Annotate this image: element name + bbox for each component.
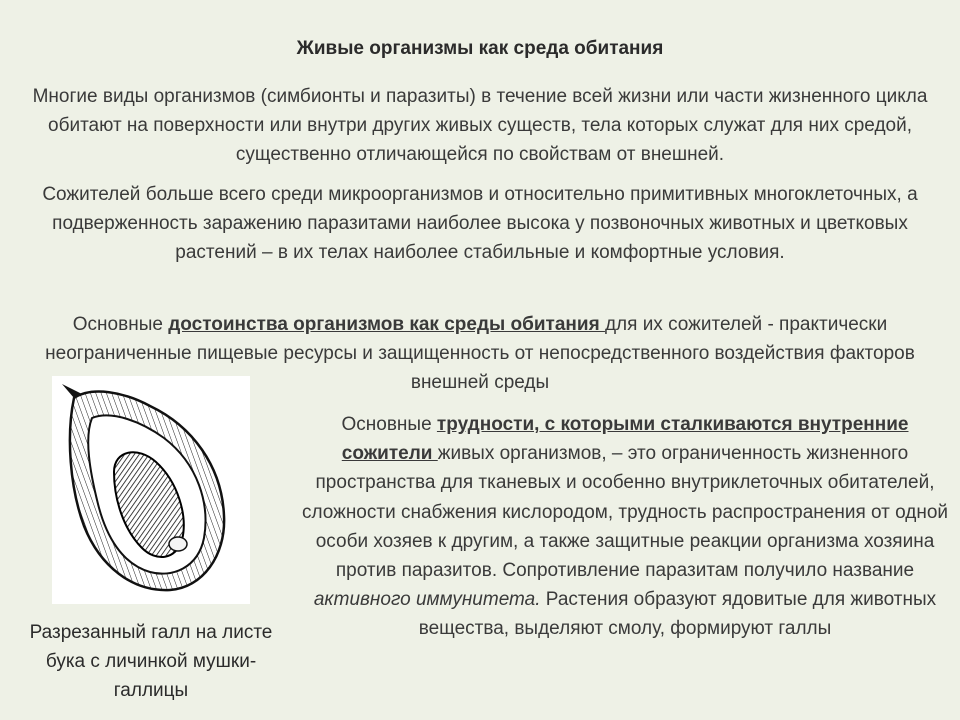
advantages-key-phrase: достоинства организмов как среды обитания: [168, 314, 605, 335]
difficulties-prefix: Основные: [341, 414, 437, 435]
difficulties-key-phrase: трудности, с которыми сталкиваются внутренние сожители: [341, 414, 909, 465]
paragraph-cohabitants: Сожителей больше всего среди микроорганизмов и относительно примитивных многоклеточных, а подверженность заражению паразитами наиболее высока у позвоночных животных и цветковых растений – в их телах наиболее стабильные и комфортные условия.: [42, 184, 918, 263]
difficulties-suffix: Растения образуют ядовитые для животных вещества, выделяют смолу, формируют галлы: [418, 589, 937, 640]
active-immunity-term: активного иммунитета.: [313, 589, 541, 611]
advantages-prefix: Основные: [72, 314, 169, 335]
advantages-text: для их сожителей - практически неограниченные пищевые ресурсы и защищенность от непосредственного воздействия факторов внешней среды: [45, 314, 915, 393]
slide-title: Живые организмы как среда обитания: [296, 38, 664, 59]
figure-caption: Разрезанный галл на листе бука с личинкой мушки-галлицы: [29, 622, 273, 701]
paragraph-difficulties: [300, 410, 950, 644]
gall-illustration: [52, 376, 250, 604]
gall-cross-section-icon: [52, 376, 250, 604]
difficulties-text: живых организмов, – это ограниченность жизненного пространства для тканевых и особенно внутриклеточных обитателей, сложности снабжения кислородом, трудность распространения от одной особи хозяев к другим, а также защитные реакции организма хозяина против паразитов. Сопротивление паразитам получило название: [301, 443, 949, 582]
paragraph-symbionts: Многие виды организмов (симбионты и паразиты) в течение всей жизни или части жизненного цикла обитают на поверхности или внутри других живых существ, тела которых служат для них средой, существенно отличающейся по свойствам от внешней.: [32, 86, 928, 165]
